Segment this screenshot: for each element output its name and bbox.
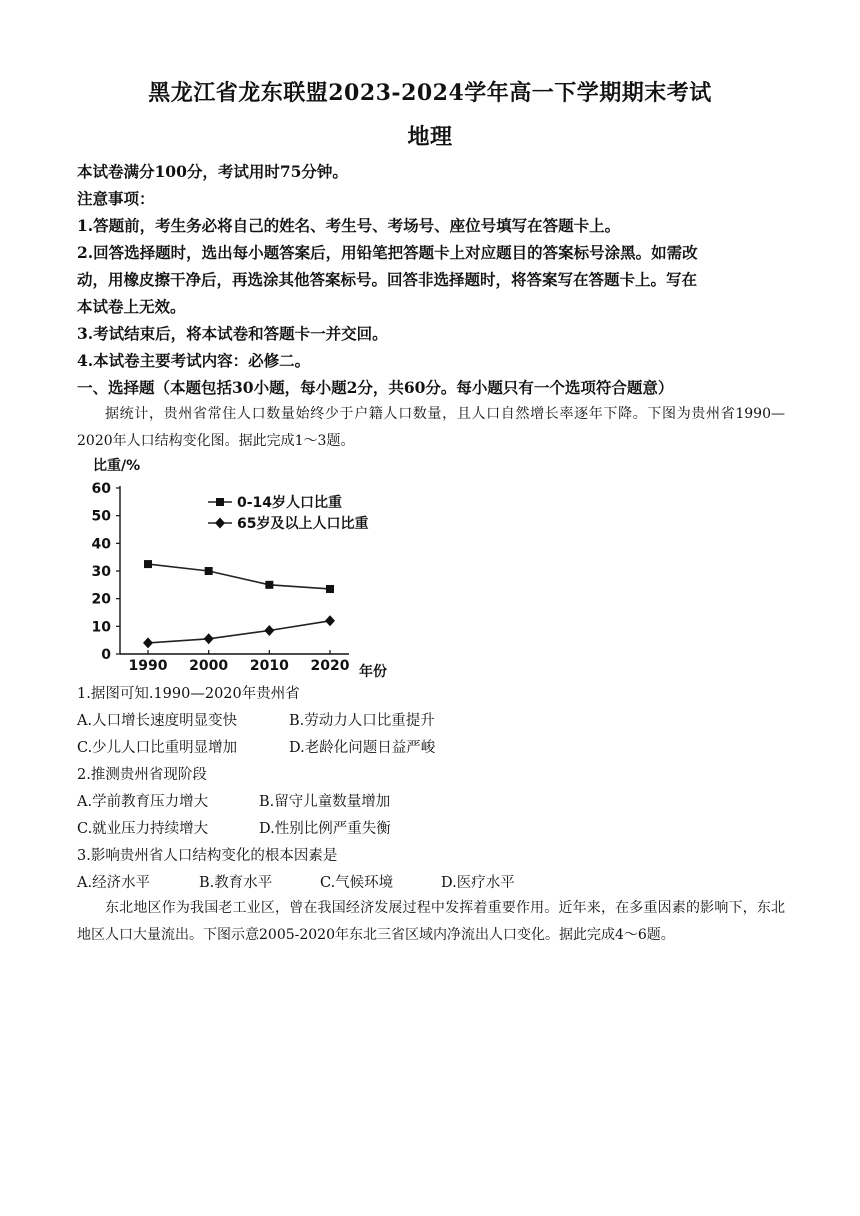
data-point [326,585,334,593]
exam-title: 黑龙江省龙东联盟2023-2024学年高一下学期期末考试 [148,80,712,106]
answer-option: C.就业压力持续增大 [77,821,209,837]
data-point [265,581,273,589]
x-tick-label: 1990 [128,658,168,674]
answer-option: A.学前教育压力增大 [77,794,209,810]
y-tick-label: 10 [91,619,111,636]
y-tick-label: 20 [91,591,111,608]
answer-option: B.教育水平 [199,875,273,891]
notice-item: 2.回答选择题时，选出每小题答案后，用铅笔把答题卡上对应题目的答案标号涂黑。如需改 [77,243,698,262]
notice-item: 本试卷上无效。 [77,297,186,316]
x-tick-label: 2020 [310,658,350,674]
y-axis-label: 比重/% [93,458,141,474]
y-tick-label: 40 [91,536,111,553]
data-point [205,567,213,575]
x-axis-label: 年份 [359,664,387,680]
score-line: 本试卷满分100分，考试用时75分钟。 [77,162,348,181]
population-structure-chart [77,450,417,682]
y-tick-label: 30 [91,564,111,580]
series-line [148,621,330,643]
y-tick-label: 60 [91,481,111,497]
answer-option: B.留守儿童数量增加 [259,794,391,810]
legend-marker [215,518,225,529]
legend-label: 65岁及以上人口比重 [237,516,369,532]
answer-option: A.人口增长速度明显变快 [77,713,238,729]
x-tick-label: 2000 [189,658,229,674]
legend-label: 0-14岁人口比重 [237,495,343,511]
notice-item: 动，用橡皮擦干净后，再选涂其他答案标号。回答非选择题时，将答案写在答题卡上。写在 [77,270,698,289]
data-point [264,625,274,636]
legend-marker [216,498,224,506]
answer-option: A.经济水平 [77,875,151,891]
y-tick-label: 50 [91,508,111,525]
answer-option: B.劳动力人口比重提升 [289,713,435,729]
data-point [325,615,335,626]
answer-option: D.老龄化问题日益严峻 [289,740,436,756]
section-heading: 一、选择题（本题包括30小题，每小题2分，共60分。每小题只有一个选项符合题意） [77,378,674,397]
y-tick-label: 0 [101,647,111,663]
answer-option: D.医疗水平 [441,875,515,891]
notice-item: 4.本试卷主要考试内容：必修二。 [77,351,311,370]
data-point [143,637,153,648]
x-tick-label: 2010 [249,658,289,674]
notice-item: 3.考试结束后，将本试卷和答题卡一并交回。 [77,324,388,343]
data-point [144,560,152,568]
passage-2: 东北地区作为我国老工业区，曾在我国经济发展过程中发挥着重要作用。近年来，在多重因素的影响下，东北地区人口大量流出。下图示意2005-2020年东北三省区域内净流出人口变化。据此完成4～6题。 [77,900,785,943]
question-stem: 2.推测贵州省现阶段 [77,767,207,783]
notice-heading: 注意事项： [77,189,155,208]
passage-1: 据统计，贵州省常住人口数量始终少于户籍人口数量，且人口自然增长率逐年下降。下图为贵州省1990—2020年人口结构变化图。据此完成1～3题。 [77,406,785,449]
question-stem: 3.影响贵州省人口结构变化的根本因素是 [77,848,338,864]
question-stem: 1.据图可知.1990—2020年贵州省 [77,686,300,702]
answer-option: D.性别比例严重失衡 [259,821,391,837]
answer-option: C.少儿人口比重明显增加 [77,740,238,756]
subject-title: 地理 [407,124,453,150]
series-line [148,564,330,589]
answer-option: C.气候环境 [320,875,394,891]
notice-item: 1.答题前，考生务必将自己的姓名、考生号、考场号、座位号填写在答题卡上。 [77,216,621,235]
data-point [204,633,214,644]
